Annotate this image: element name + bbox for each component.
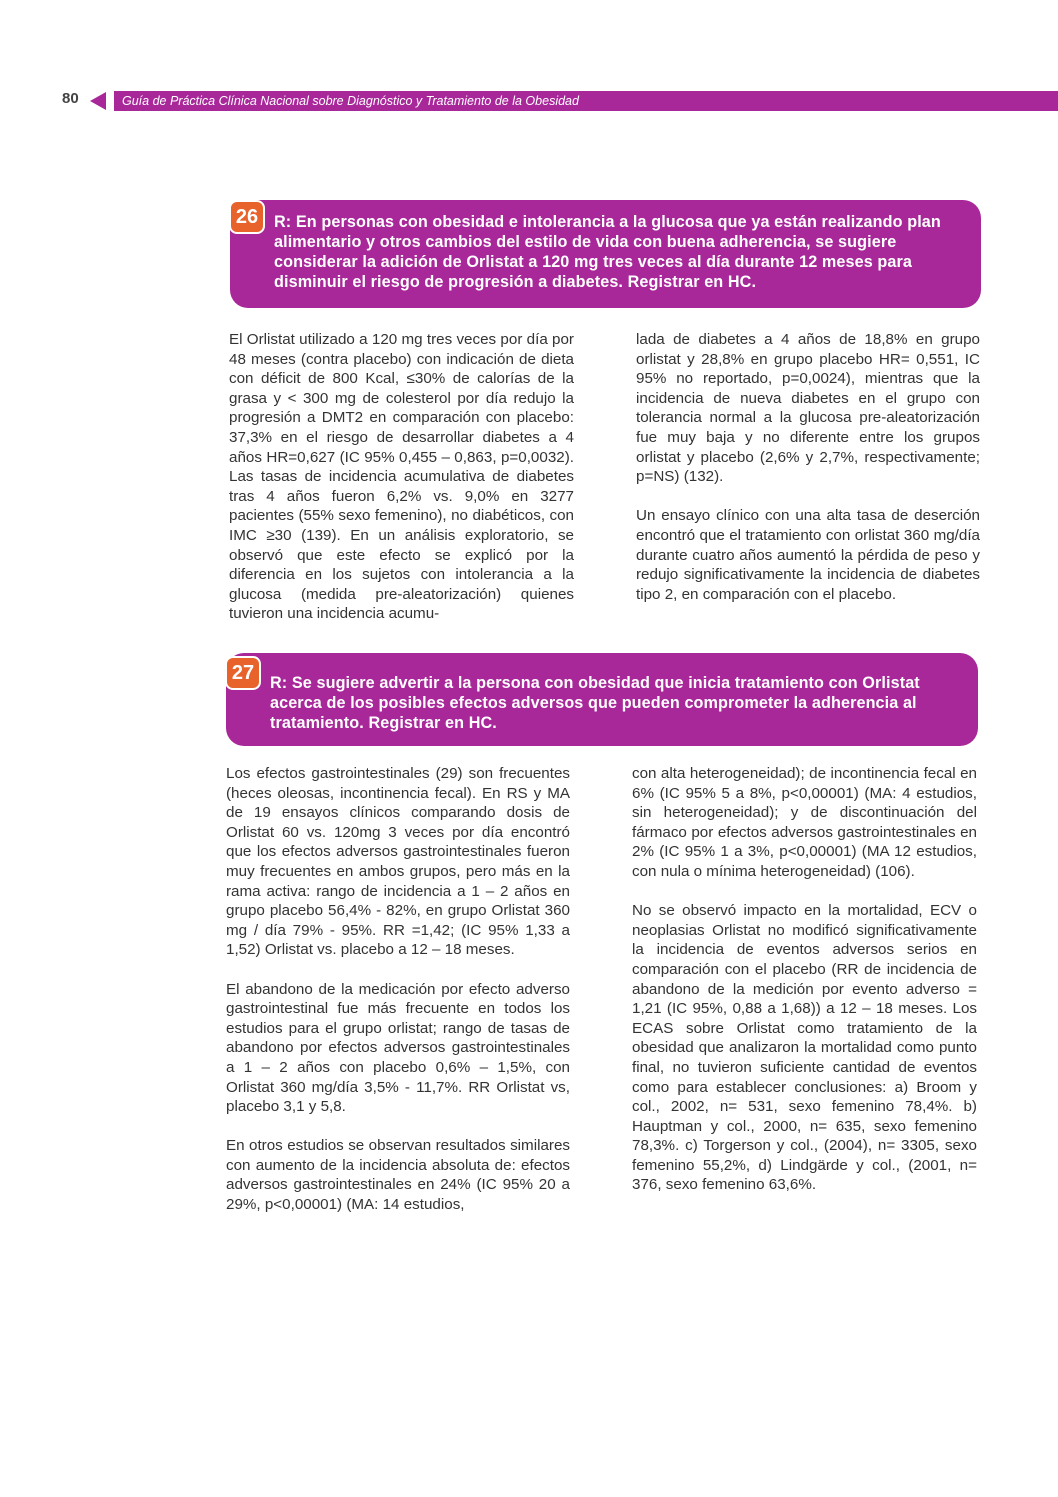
recommendation-box-27 [226, 653, 978, 746]
paragraph: con alta heterogeneidad); de incontinencia fecal en 6% (IC 95% 5 a 8%, p<0,00001) (MA: 4 estudios, sin heterogeneidad); y de discontinuación del fármaco por efectos adversos gastrointestinales en 2% (IC 95% 1 a 3%, p<0,00001) (MA 12 estudios, con nula o mínima heterogeneidad) (106). [632, 765, 977, 880]
header-arrow-icon [90, 92, 106, 110]
recommendation-box-26 [230, 200, 981, 308]
section1-right-column [636, 330, 980, 624]
section1-left-column [229, 330, 574, 644]
paragraph: En otros estudios se observan resultados similares con aumento de la incidencia absoluta de: efectos adversos gastrointestinales en 24% (IC 95% 20 a 29%, p<0,00001) (MA: 14 estudios, [226, 1137, 570, 1214]
page-number: 80 [62, 90, 79, 107]
paragraph: Un ensayo clínico con una alta tasa de deserción encontró que el tratamiento con orlistat 360 mg/día durante cuatro años aumentó la pérdida de peso y redujo significativamente la incidencia de diabetes tipo 2, en comparación con el placebo. [636, 507, 980, 603]
recommendation-number-badge: 26 [229, 200, 265, 234]
section2-right-column [632, 764, 977, 1215]
running-header-title: Guía de Práctica Clínica Nacional sobre Diagnóstico y Tratamiento de la Obesidad [122, 94, 579, 108]
paragraph: El Orlistat utilizado a 120 mg tres veces por día por 48 meses (contra placebo) con indicación de dieta con déficit de 800 Kcal, ≤30% de calorías de la grasa y < 300 mg de colesterol por día redujo la progresión a DMT2 en comparación con placebo: 37,3% en el riesgo de desarrollar diabetes a 4 años HR=0,627 (IC 95% 0,455 – 0,863, p=0,0032). Las tasas de incidencia acumulativa de diabetes tras 4 años fueron 6,2% vs. 9,0% en 3277 pacientes (55% sexo femenino), no diabéticos, con IMC ≥30 (139). En un análisis exploratorio, se observó que este efecto se explicó por la diferencia en los sujetos con intolerancia a la glucosa (medida pre-aleatorización) quienes tuvieron una incidencia acumu- [229, 331, 574, 623]
recommendation-text: R: Se sugiere advertir a la persona con obesidad que inicia tratamiento con Orlistat acerca de los posibles efectos adversos que pueden comprometer la adherencia al tratamiento. Registrar en HC. [270, 674, 920, 732]
running-header [114, 91, 1058, 111]
paragraph: No se observó impacto en la mortalidad, ECV o neoplasias Orlistat no modificó significativamente la incidencia de eventos adversos serios en comparación con el placebo (RR de incidencia de abandono de la medición por evento adverso = 1,21 (IC 95%, 0,88 a 1,68)) a 12 – 18 meses. Los ECAS sobre Orlistat como tratamiento de la obesidad que analizaron la mortalidad como punto final, no tuvieron suficiente cantidad de eventos como para establecer conclusiones: a) Broom y col., 2002, n= 531, sexo femenino 78,4%. b) Hauptman y col., 2000, n= 635, sexo femenino 78,3%. c) Torgerson y col., (2004), n= 3305, sexo femenino 55,2%, d) Lindgärde y col., (2001, n= 376, sexo femenino 63,6%. [632, 902, 977, 1194]
recommendation-text: R: En personas con obesidad e intolerancia a la glucosa que ya están realizando plan alimentario y otros cambios del estilo de vida con buena adherencia, se sugiere considerar la adición de Orlistat a 120 mg tres veces al día durante 12 meses para disminuir el riesgo de progresión a diabetes. Registrar en HC. [274, 213, 941, 291]
section2-left-column [226, 764, 570, 1234]
paragraph: El abandono de la medicación por efecto adverso gastrointestinal fue más frecuente en todos los estudios para el grupo orlistat; rango de tasas de abandono por efectos adversos gastrointestinales a 1 – 2 años con placebo 0,6% – 1,5%, con Orlistat 360 mg/día 3,5% - 11,7%. RR Orlistat vs, placebo 3,1 y 5,8. [226, 980, 570, 1116]
recommendation-number-badge: 27 [225, 656, 261, 690]
paragraph: lada de diabetes a 4 años de 18,8% en grupo orlistat y 28,8% en grupo placebo HR= 0,551, IC 95% no reportado, p=0,0024), mientras que la incidencia de nueva diabetes en el grupo con tolerancia normal a la glucosa pre-aleatorización fue muy baja y no diferente entre los grupos orlistat y placebo (2,6% y 2,7%, respectivamente; p=NS) (132). [636, 331, 980, 486]
paragraph: Los efectos gastrointestinales (29) son frecuentes (heces oleosas, incontinencia fecal). En RS y MA de 19 ensayos clínicos comparando dosis de Orlistat 60 vs. 120mg 3 veces por día encontró que los efectos adversos gastrointestinales fueron muy frecuentes en ambos grupos, pero más en la rama activa: rango de incidencia a 1 – 2 años en grupo placebo 56,4% - 82%, en grupo Orlistat 360 mg / día 79% - 95%. RR =1,42; (IC 95% 1,33 a 1,52) Orlistat vs. placebo a 12 – 18 meses. [226, 765, 570, 959]
